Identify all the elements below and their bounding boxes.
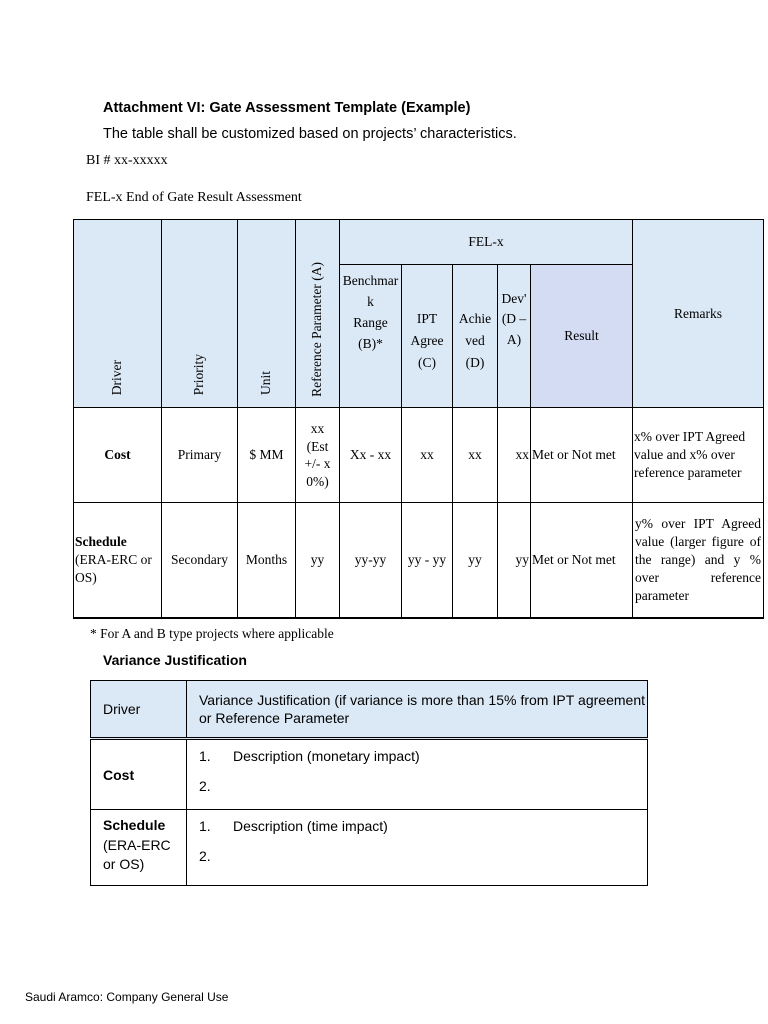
footer-classification: Saudi Aramco: Company General Use xyxy=(25,990,229,1004)
row-remarks: y% over IPT Agreed value (larger figure of the range) and y % over reference parameter xyxy=(633,503,764,618)
row-result: Met or Not met xyxy=(531,408,633,503)
footnote: * For A and B type projects where applicable xyxy=(90,626,334,641)
list-item: 2. xyxy=(199,778,211,794)
header-priority: Priority xyxy=(162,220,238,408)
header-driver: Driver xyxy=(74,220,162,408)
header-result: Result xyxy=(531,265,633,408)
header-deviation: Dev' (D – A) xyxy=(498,265,531,408)
row-deviation: xx xyxy=(498,408,531,503)
variance-row-driver: Schedule (ERA-ERC or OS) xyxy=(91,810,187,886)
row-benchmark: yy-yy xyxy=(340,503,402,618)
header-remarks: Remarks xyxy=(633,220,764,408)
variance-row-items xyxy=(187,810,648,886)
list-item: 2. xyxy=(199,848,211,864)
assessment-title: FEL-x End of Gate Result Assessment xyxy=(86,190,302,205)
row-priority: Primary xyxy=(162,408,238,503)
row-deviation: yy xyxy=(498,503,531,618)
variance-header-text: Variance Justification (if variance is more than 15% from IPT agreement or Reference Parameter xyxy=(187,681,648,739)
row-unit: $ MM xyxy=(238,408,296,503)
header-unit: Unit xyxy=(238,220,296,408)
row-achieved: yy xyxy=(453,503,498,618)
row-reference: xx (Est +/- x 0%) xyxy=(296,408,340,503)
row-driver: Schedule (ERA-ERC or OS) xyxy=(74,503,162,618)
row-priority: Secondary xyxy=(162,503,238,618)
bi-number: BI # xx-xxxxx xyxy=(86,153,168,168)
variance-table xyxy=(90,680,648,886)
table-row xyxy=(91,739,648,810)
gate-assessment-table xyxy=(73,219,764,619)
table-row xyxy=(91,810,648,886)
variance-title: Variance Justification xyxy=(103,652,247,668)
table-row xyxy=(74,503,764,618)
row-unit: Months xyxy=(238,503,296,618)
row-reference: yy xyxy=(296,503,340,618)
row-benchmark: Xx - xx xyxy=(340,408,402,503)
row-achieved: xx xyxy=(453,408,498,503)
list-item: 1. Description (monetary impact) xyxy=(199,748,420,764)
row-remarks: x% over IPT Agreed value and x% over reference parameter xyxy=(633,408,764,503)
header-achieved: Achie ved (D) xyxy=(453,265,498,408)
row-ipt: yy - yy xyxy=(402,503,453,618)
row-result: Met or Not met xyxy=(531,503,633,618)
header-ipt-agree: IPT Agree (C) xyxy=(402,265,453,408)
row-ipt: xx xyxy=(402,408,453,503)
table-row xyxy=(74,408,764,503)
list-item: 1. Description (time impact) xyxy=(199,818,388,834)
variance-header-driver: Driver xyxy=(91,681,187,739)
header-reference-parameter: Reference Parameter (A) xyxy=(296,220,340,408)
variance-row-items xyxy=(187,739,648,810)
header-fel-group: FEL-x xyxy=(340,220,633,265)
intro-text: The table shall be customized based on projects’ characteristics. xyxy=(103,126,517,142)
row-driver: Cost xyxy=(74,408,162,503)
header-benchmark-range: Benchmar k Range (B)* xyxy=(340,265,402,408)
variance-row-driver: Cost xyxy=(91,739,187,810)
attachment-title: Attachment VI: Gate Assessment Template (Example) xyxy=(103,100,471,116)
